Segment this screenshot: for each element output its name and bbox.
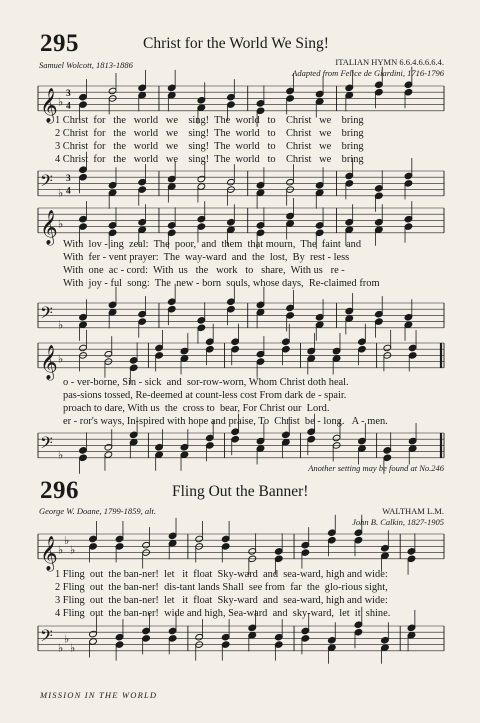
flat-icon: ♭	[64, 534, 70, 548]
hymn-composer: Adapted from Felice de Giardini, 1716-1796	[292, 68, 444, 78]
verse-lyrics: 1 Fling out the ban-ner! let it float Sky-ward and sea-ward, high and wide: 2 Fling out the ban-ner! dis-tant lands Shall see from far the glo-rious sight, 3 Fling out the ban-ner! let it float Sky-ward and sea-ward, high and wide: 4 Fling out the ban-ner! wide and high, Sea-ward and sky-ward, let it shine.	[55, 569, 391, 620]
bass-clef-icon: 𝄢	[40, 302, 53, 327]
treble-staff	[0, 526, 480, 571]
flat-icon: ♭	[64, 632, 70, 646]
time-signature: 3	[66, 88, 71, 99]
bass-staff	[0, 295, 480, 335]
flat-icon: ♭	[58, 318, 64, 332]
bass-clef-icon: 𝄢	[40, 170, 53, 195]
flat-icon: ♭	[58, 217, 64, 231]
flat-icon: ♭	[58, 352, 64, 366]
time-signature: 4	[66, 101, 71, 112]
hymn-title: Christ for the World We Sing!	[143, 35, 329, 52]
time-signature: 4	[66, 186, 71, 197]
treble-staff	[0, 335, 480, 380]
hymn-tune: ITALIAN HYMN 6.6.4.6.6.6.4.	[335, 57, 444, 67]
treble-clef-icon: 𝄞	[40, 209, 58, 245]
flat-icon: ♭	[58, 641, 64, 655]
treble-clef-icon: 𝄞	[40, 535, 58, 571]
flat-icon: ♭	[58, 95, 64, 109]
bass-staff	[0, 618, 480, 658]
verse-lyrics: 1 Christ for the world we sing! The world to Christ we bring 2 Christ for the world we sing! The world to Christ we bring 3 Christ for the world we sing! The world to Christ we bring 4 Christ for the world we sing! The world to Christ we bring	[55, 115, 364, 166]
hymn-title: Fling Out the Banner!	[172, 483, 309, 500]
section-footer: MISSION IN THE WORLD	[40, 690, 158, 700]
flat-icon: ♭	[58, 186, 64, 200]
hymn-number: 296	[40, 477, 79, 504]
treble-clef-icon: 𝄞	[40, 87, 58, 123]
hymn-author: George W. Doane, 1799-1859, alt.	[39, 506, 156, 516]
bass-staff	[0, 425, 480, 465]
treble-clef-icon: 𝄞	[40, 344, 58, 380]
bass-clef-icon: 𝄢	[40, 625, 53, 650]
alternate-setting-note: Another setting may be found at No.246	[308, 463, 444, 473]
flat-icon: ♭	[70, 543, 76, 557]
treble-staff	[0, 200, 480, 245]
hymn-number: 295	[40, 30, 79, 57]
flat-icon: ♭	[58, 448, 64, 462]
treble-staff	[0, 78, 480, 123]
verse-lyrics: With lov - ing zeal: The poor, and them that mourn, The faint and With fer - vent prayer: The way-ward and the lost, By rest - less With one ac - cord: With us the work to share, With us re - With joy - ful song: The new - born souls, whose days, Re-claimed from	[63, 239, 380, 290]
bass-clef-icon: 𝄢	[40, 432, 53, 457]
hymn-tune: WALTHAM L.M.	[382, 506, 444, 516]
flat-icon: ♭	[58, 543, 64, 557]
time-signature: 3	[66, 173, 71, 184]
bass-staff	[0, 163, 480, 203]
verse-lyrics: o - ver-borne, Sin - sick and sor-row-worn, Whom Christ doth heal. pas-sions tossed, Re-deemed at count-less cost From dark de - spair. proach to dare, With us the cross to bear, For Christ our Lord. er - ror's ways, In-spired with hope and praise, To Christ be - long. A - men.	[63, 377, 388, 428]
hymn-composer: John B. Calkin, 1827-1905	[352, 517, 444, 527]
flat-icon: ♭	[70, 641, 76, 655]
hymn-author: Samuel Wolcott, 1813-1886	[39, 60, 133, 70]
